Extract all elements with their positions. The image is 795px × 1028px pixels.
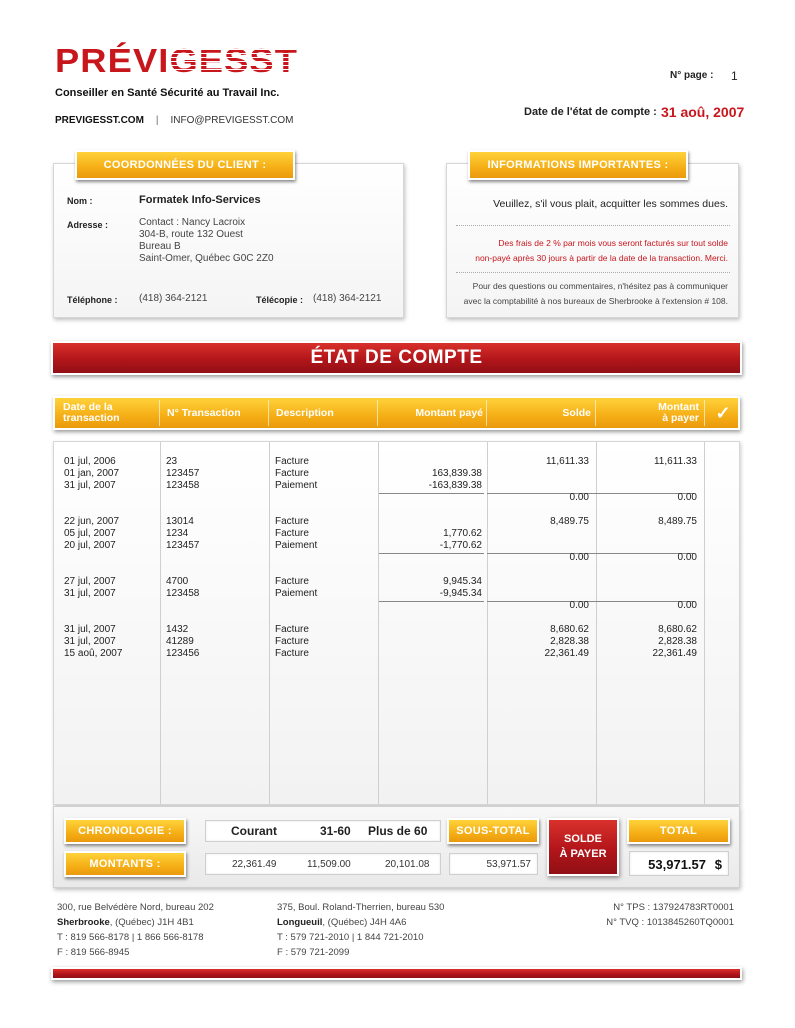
chronology-headers [205,820,441,842]
cell-description: Paiement [275,480,318,491]
cell-due: 0.00 [677,600,697,611]
logo-text-part2: GESST [169,42,298,79]
cell-paid: -9,945.34 [439,588,482,599]
cell-transaction: 23 [166,456,178,467]
cell-date: 01 jul, 2006 [64,456,116,467]
cell-description: Facture [275,528,309,539]
statement-table-header [53,396,740,430]
client-name-value: Formatek Info-Services [139,194,261,206]
info-pay-request: Veuillez, s'il vous plait, acquitter les sommes dues. [493,198,728,210]
cell-transaction: 123458 [166,480,200,491]
range-31-60-value: 11,509.00 [307,859,351,870]
client-fax-label: Télécopie : [256,295,304,305]
tps-number: N° TPS : 137924783RT0001 [613,902,734,913]
office-street: 300, rue Belvédère Nord, bureau 202 [57,902,214,913]
client-info-title: COORDONNÉES DU CLIENT : [75,150,295,180]
client-phone-value: (418) 364-2121 [139,293,208,304]
subtotal-label: SOUS-TOTAL [447,818,539,844]
office-city: Sherbrooke [57,917,110,928]
balance-due-line: À PAYER [559,848,607,860]
email-link[interactable]: INFO@PREVIGESST.COM [170,115,294,126]
cell-balance: 2,828.38 [550,636,589,647]
client-address-label: Adresse : [67,220,109,230]
total-box [629,851,729,876]
cell-description: Facture [275,516,309,527]
cell-balance: 8,680.62 [550,624,589,635]
col-divider [377,400,378,426]
cell-paid: 1,770.62 [443,528,482,539]
cell-due: 8,680.62 [658,624,697,635]
office-phone: T : 579 721-2010 | 1 844 721-2010 [277,932,424,943]
cell-description: Facture [275,576,309,587]
col-header-transaction: N° Transaction [167,406,241,419]
cell-transaction: 123458 [166,588,200,599]
cell-transaction: 13014 [166,516,194,527]
cell-description: Facture [275,636,309,647]
header-contact [55,115,293,126]
col-header-date [63,398,159,428]
tax-numbers [560,900,734,930]
col-divider [159,400,160,426]
cell-transaction: 4700 [166,576,189,587]
range-over-60-label: Plus de 60 [368,824,428,838]
info-late-fee [452,236,728,266]
chronology-values [205,853,441,875]
office-province: , (Québec) J1H 4B1 [109,917,194,928]
cell-due: 0.00 [677,492,697,503]
cell-description: Paiement [275,540,318,551]
cell-balance: 0.00 [569,552,589,563]
office-address-longueuil [277,900,444,960]
office-address-sherbrooke [57,900,214,960]
cell-paid: 163,839.38 [431,468,482,479]
col-header-description: Description [276,406,334,419]
cell-description: Facture [275,624,309,635]
address-line: Contact : Nancy Lacroix [139,217,246,228]
cell-date: 15 aoû, 2007 [64,648,123,659]
office-fax: F : 819 566-8945 [57,947,130,958]
client-name-label: Nom : [67,196,93,206]
cell-date: 31 jul, 2007 [64,480,116,491]
office-city-line [277,915,444,930]
cell-transaction: 1234 [166,528,189,539]
cell-date: 31 jul, 2007 [64,624,116,635]
col-header-date-line: transaction [63,412,120,424]
statement-date-value: 31 aoû, 2007 [661,104,745,120]
range-over-60-value: 20,101.08 [385,859,430,870]
total-label: TOTAL [627,818,730,844]
col-divider [595,400,596,426]
cell-date: 05 jul, 2007 [64,528,116,539]
cell-balance: 0.00 [569,492,589,503]
office-fax: F : 579 721-2099 [277,947,350,958]
cell-description: Facture [275,648,309,659]
cell-date: 31 jul, 2007 [64,588,116,599]
important-info-title: INFORMATIONS IMPORTANTES : [468,150,688,180]
cell-transaction: 123457 [166,468,200,479]
office-city: Longueuil [277,917,323,928]
company-logo [55,44,298,77]
cell-date: 20 jul, 2007 [64,540,116,551]
cell-paid: -1,770.62 [439,540,482,551]
cell-due: 2,828.38 [658,636,697,647]
cell-paid: -163,839.38 [428,480,482,491]
col-header-paid: Montant payé [415,406,483,419]
checkmark-icon: ✓ [715,402,731,423]
cell-balance: 11,611.33 [545,456,589,467]
amounts-label: MONTANTS : [64,851,186,877]
address-line: Bureau B [139,241,181,252]
cell-balance: 22,361.49 [544,648,589,659]
cell-due: 22,361.49 [652,648,697,659]
cell-balance: 0.00 [569,600,589,611]
cell-transaction: 123457 [166,540,200,551]
current-label: Courant [231,824,277,838]
cell-date: 27 jul, 2007 [64,576,116,587]
total-value: 53,971.57 [648,857,706,872]
cell-due: 0.00 [677,552,697,563]
cell-transaction: 41289 [166,636,194,647]
cell-description: Facture [275,468,309,479]
info-late-fee-line: non-payé après 30 jours à partir de la date de la transaction. Merci. [475,253,728,263]
statement-date-label: Date de l'état de compte : [524,106,657,118]
page-number-label: N° page : [670,70,714,81]
website-link[interactable]: PREVIGESST.COM [55,115,144,126]
address-line: Saint-Omer, Québec G0C 2Z0 [139,253,274,264]
paid-rule [379,553,484,554]
office-province: , (Québec) J4H 4A6 [322,917,407,928]
company-tagline: Conseiller en Santé Sécurité au Travail Inc. [55,87,280,99]
current-value: 22,361.49 [232,859,277,870]
office-phone: T : 819 566-8178 | 1 866 566-8178 [57,932,204,943]
col-divider [486,400,487,426]
cell-paid: 9,945.34 [443,576,482,587]
info-divider [456,225,730,226]
cell-date: 22 jun, 2007 [64,516,120,527]
info-divider [456,272,730,273]
currency-symbol: $ [714,857,722,872]
col-header-due-line: Montant [658,401,699,413]
cell-due: 11,611.33 [653,456,697,467]
info-contact-note [448,279,728,309]
client-fax-value: (418) 364-2121 [313,293,382,304]
cell-date: 31 jul, 2007 [64,636,116,647]
info-contact-line: avec la comptabilité à nos bureaux de Sherbrooke à l'extension # 108. [463,296,728,306]
statement-title: ÉTAT DE COMPTE [51,341,742,375]
subtotal-value: 53,971.57 [486,859,531,870]
client-address-value [139,217,274,265]
subtotal-box [449,853,538,875]
office-street: 375, Boul. Roland-Therrien, bureau 530 [277,902,445,913]
range-31-60-label: 31-60 [320,824,351,838]
cell-balance: 8,489.75 [550,516,589,527]
col-header-balance: Solde [562,406,591,419]
balance-due-badge [547,818,619,876]
footer-bar [51,967,742,980]
paid-rule [379,493,484,494]
office-city-line [57,915,214,930]
cell-due: 8,489.75 [658,516,697,527]
statement-rows [53,441,740,805]
cell-date: 01 jan, 2007 [64,468,120,479]
col-header-date-line: Date de la [63,401,113,413]
info-contact-line: Pour des questions ou commentaires, n'hésitez pas à communiquer [472,281,728,291]
tvq-number: N° TVQ : 1013845260TQ0001 [606,917,734,928]
cell-description: Paiement [275,588,318,599]
balance-due-line: SOLDE [564,833,602,845]
header-separator: | [155,115,159,126]
chronology-label: CHRONOLOGIE : [64,818,186,844]
cell-transaction: 1432 [166,624,189,635]
page-number-value: 1 [731,69,738,83]
info-late-fee-line: Des frais de 2 % par mois vous seront facturés sur tout solde [498,238,728,248]
col-divider [704,400,705,426]
logo-text-part1: PRÉVI [55,42,170,79]
col-header-due-line: à payer [662,412,699,424]
cell-description: Facture [275,456,309,467]
client-phone-label: Téléphone : [67,295,118,305]
col-divider [268,400,269,426]
cell-transaction: 123456 [166,648,200,659]
paid-rule [379,601,484,602]
address-line: 304-B, route 132 Ouest [139,229,243,240]
col-header-due [603,398,699,428]
